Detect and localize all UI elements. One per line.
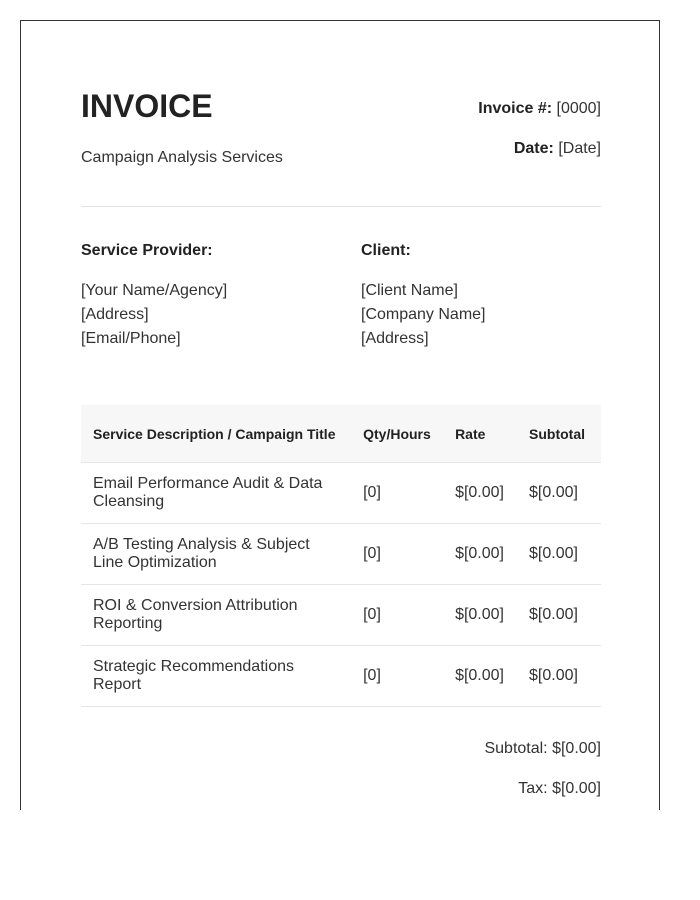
service-qty: [0] <box>351 524 445 585</box>
provider-line: [Email/Phone] <box>81 330 181 347</box>
header-divider <box>81 206 601 207</box>
service-rate: $[0.00] <box>445 646 517 707</box>
invoice-number <box>478 99 601 119</box>
provider-line: [Address] <box>81 306 149 323</box>
invoice-page <box>20 20 660 810</box>
service-rate: $[0.00] <box>445 463 517 524</box>
invoice-number-value: [0000] <box>556 100 601 117</box>
table-row <box>81 585 601 646</box>
service-qty: [0] <box>351 646 445 707</box>
invoice-date <box>514 139 601 159</box>
service-description: A/B Testing Analysis & Subject Line Optimization <box>81 524 351 585</box>
client-line: [Company Name] <box>361 306 486 323</box>
service-rate: $[0.00] <box>445 585 517 646</box>
client-block <box>361 239 621 351</box>
service-description: Strategic Recommendations Report <box>81 646 351 707</box>
service-provider-heading: Service Provider: <box>81 242 213 259</box>
invoice-number-label: Invoice #: <box>478 100 553 117</box>
service-rate: $[0.00] <box>445 524 517 585</box>
table-row <box>81 524 601 585</box>
invoice-title: INVOICE <box>81 88 213 124</box>
table-row <box>81 646 601 707</box>
column-header-qty: Qty/Hours <box>351 405 445 463</box>
service-subtotal: $[0.00] <box>517 585 601 646</box>
column-header-subtotal: Subtotal <box>517 405 601 463</box>
client-line: [Client Name] <box>361 282 458 299</box>
service-qty: [0] <box>351 585 445 646</box>
totals-subtotal: Subtotal: $[0.00] <box>484 740 601 757</box>
service-provider-block <box>81 239 341 351</box>
service-subtotal: $[0.00] <box>517 646 601 707</box>
client-line: [Address] <box>361 330 429 347</box>
service-description: Email Performance Audit & Data Cleansing <box>81 463 351 524</box>
services-table <box>81 405 601 707</box>
service-subtotal: $[0.00] <box>517 463 601 524</box>
invoice-date-value: [Date] <box>558 140 601 157</box>
provider-line: [Your Name/Agency] <box>81 282 228 299</box>
service-subtotal: $[0.00] <box>517 524 601 585</box>
service-qty: [0] <box>351 463 445 524</box>
invoice-date-label: Date: <box>513 140 554 157</box>
column-header-rate: Rate <box>445 405 517 463</box>
table-row <box>81 463 601 524</box>
table-header-row <box>81 405 601 463</box>
service-description: ROI & Conversion Attribution Reporting <box>81 585 351 646</box>
invoice-subtitle: Campaign Analysis Services <box>81 149 283 166</box>
totals-tax: Tax: $[0.00] <box>518 780 601 797</box>
client-heading: Client: <box>361 242 411 259</box>
column-header-description: Service Description / Campaign Title <box>81 405 351 463</box>
